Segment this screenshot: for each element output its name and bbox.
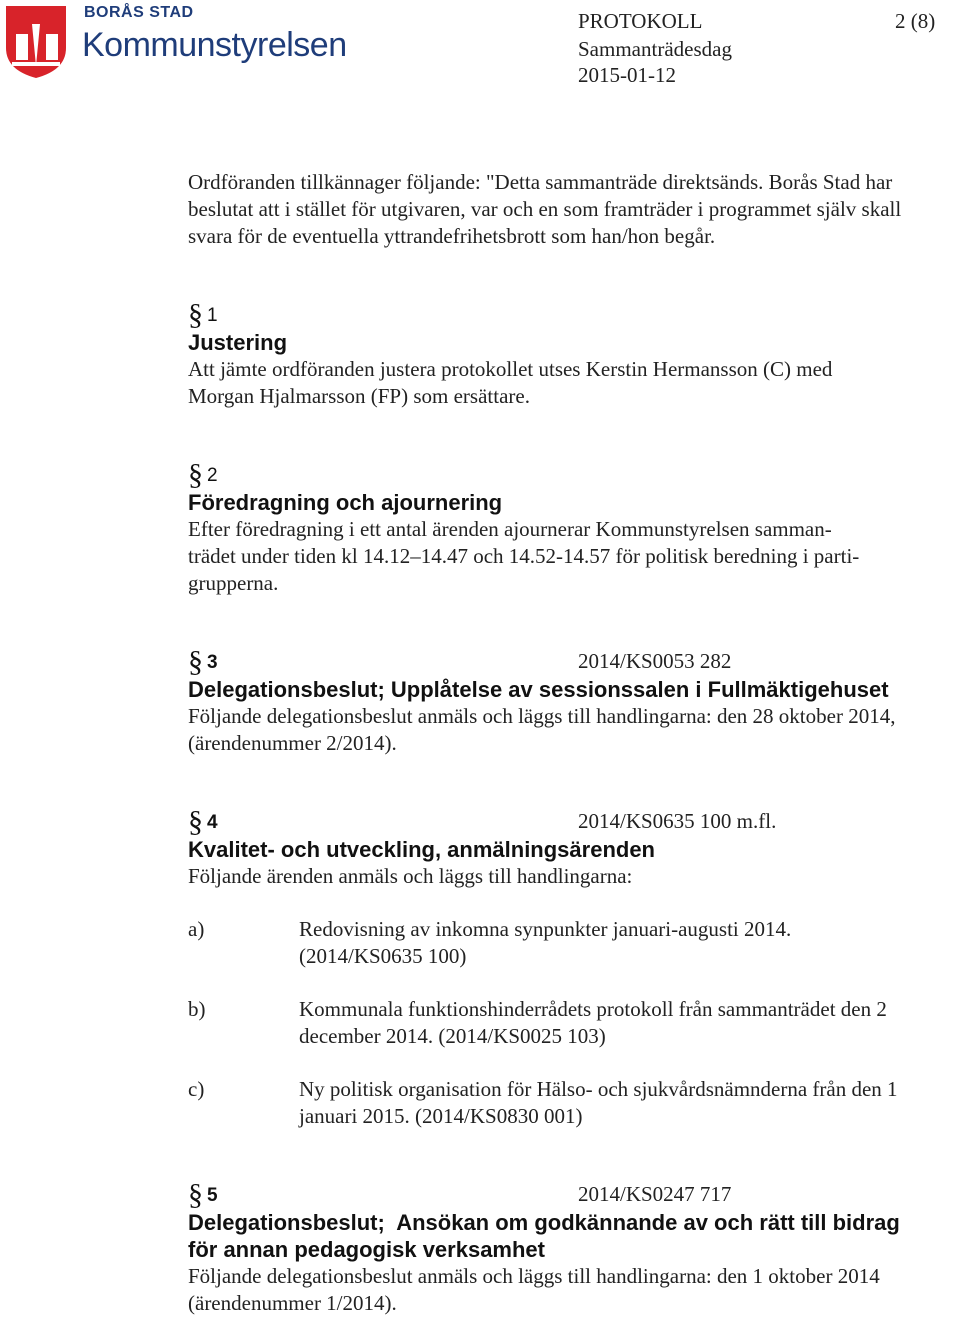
list-item-text: Kommunala funktionshinderrådets protokoll från sammanträdet den 2 december 2014. (2014/KS0025 103) xyxy=(299,997,887,1048)
section-3-title: Delegationsbeslut; Upplåtelse av sessionssalen i Fullmäktigehuset xyxy=(188,677,889,702)
intro-line: Ordföranden tillkännager följande: "Detta sammanträde direktsänds. Borås Stad har xyxy=(188,170,893,194)
list-item-label: a) xyxy=(188,917,205,941)
section-5-body xyxy=(188,1263,958,1317)
section-2-title: Föredragning och ajournering xyxy=(188,490,503,515)
list-item-label: b) xyxy=(188,997,206,1021)
intro-paragraph xyxy=(188,169,958,250)
section-2-number: § 2 xyxy=(188,458,218,491)
section-symbol: § xyxy=(188,458,203,491)
section-symbol: § xyxy=(188,645,203,678)
intro-line: svara för de eventuella yttrandefrihetsbrott som han/hon begår. xyxy=(188,224,716,248)
intro-line: beslutat att i stället för utgivaren, var och en som framträder i programmet själv skall xyxy=(188,197,902,221)
body-line: (ärendenummer 1/2014). xyxy=(188,1291,397,1315)
body-line: Följande delegationsbeslut anmäls och läggs till handlingarna: den 1 oktober 2014 xyxy=(188,1264,880,1288)
boras-crest-icon xyxy=(4,4,68,80)
body-line: grupperna. xyxy=(188,571,279,595)
body-line: Efter föredragning i ett antal ärenden ajournerar Kommunstyrelsen samman- xyxy=(188,517,832,541)
body-line: Följande delegationsbeslut anmäls och läggs till handlingarna: den 28 oktober 2014, xyxy=(188,704,896,728)
org-city-label: BORÅS STAD xyxy=(84,4,194,21)
list-item-text: Ny politisk organisation för Hälso- och sjukvårdsnämnderna från den 1 januari 2015. (2014/KS0830 001) xyxy=(299,1077,898,1128)
section-1-body xyxy=(188,356,948,410)
section-3-case-number: 2014/KS0053 282 xyxy=(578,649,732,673)
section-5-number: § 5 xyxy=(188,1178,218,1211)
section-4-number: § 4 xyxy=(188,805,218,838)
section-4-case-number: 2014/KS0635 100 m.fl. xyxy=(578,809,777,833)
section-3-body xyxy=(188,703,958,757)
section-1-title: Justering xyxy=(188,330,288,355)
document-type: PROTOKOLL xyxy=(578,9,703,33)
section-4-body: Följande ärenden anmäls och läggs till handlingarna: xyxy=(188,864,633,888)
section-5-case-number: 2014/KS0247 717 xyxy=(578,1182,732,1206)
section-4-title: Kvalitet- och utveckling, anmälningsärenden xyxy=(188,837,655,862)
list-item-text: Redovisning av inkomna synpunkter januari-augusti 2014. (2014/KS0635 100) xyxy=(299,917,792,968)
section-5-title: Delegationsbeslut; Ansökan om godkännande av och rätt till bidrag för annan pedagogisk verksamhet xyxy=(188,1210,900,1262)
section-symbol: § xyxy=(188,298,203,331)
section-2-body xyxy=(188,516,948,597)
body-line: Morgan Hjalmarsson (FP) som ersättare. xyxy=(188,384,530,408)
org-name: Kommunstyrelsen xyxy=(82,26,347,64)
section-symbol: § xyxy=(188,805,203,838)
meeting-type: Sammanträdesdag xyxy=(578,37,732,61)
page-number: 2 (8) xyxy=(895,9,936,33)
body-line: Att jämte ordföranden justera protokollet utses Kerstin Hermansson (C) med xyxy=(188,357,833,381)
section-symbol: § xyxy=(188,1178,203,1211)
list-item-label: c) xyxy=(188,1077,205,1101)
body-line: (ärendenummer 2/2014). xyxy=(188,731,397,755)
body-line: trädet under tiden kl 14.12–14.47 och 14.52-14.57 för politisk beredning i parti- xyxy=(188,544,860,568)
meeting-date: 2015-01-12 xyxy=(578,63,676,87)
section-3-number: § 3 xyxy=(188,645,218,678)
section-1-number: § 1 xyxy=(188,298,218,331)
